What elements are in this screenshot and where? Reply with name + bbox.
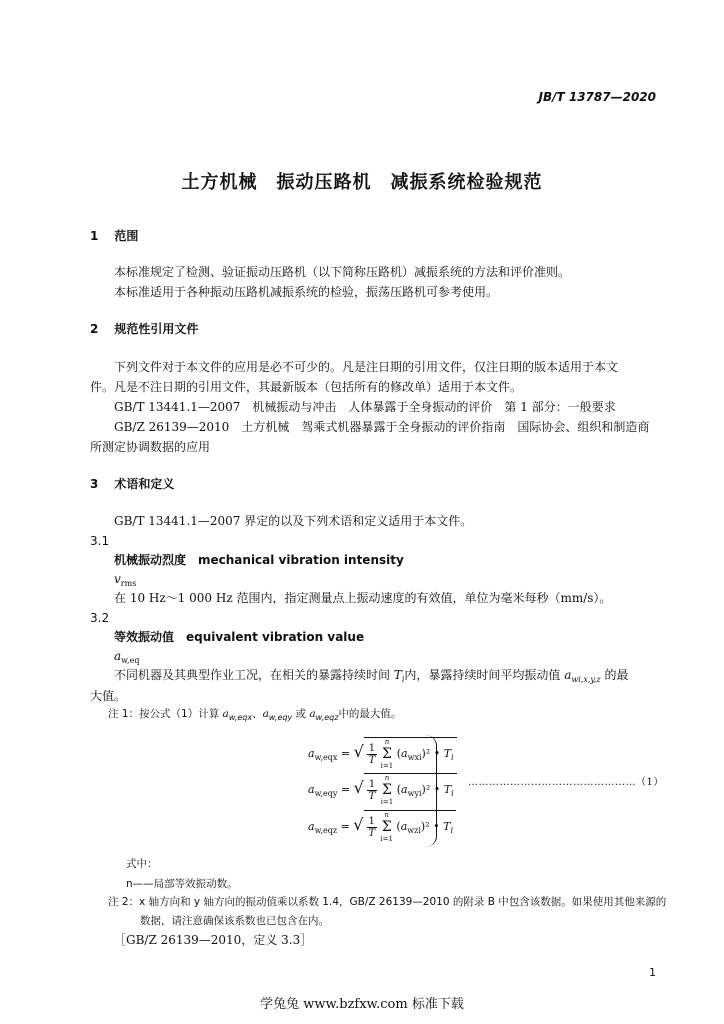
section-2-heading — [90, 320, 198, 337]
term-number: 3.1 — [90, 534, 110, 548]
where-label: 式中： — [126, 858, 158, 870]
paragraph: 件。凡是不注日期的引用文件，其最新版本（包括所有的修改单）适用于本文件。 — [90, 380, 523, 394]
note-2-cont: 数据，请注意确保该系数也已包含在内。 — [140, 915, 329, 927]
footer-watermark: 学兔兔 www.bzfxw.com 标准下载 — [260, 997, 464, 1012]
page-number: 1 — [649, 966, 656, 979]
section-title: 范围 — [114, 229, 139, 243]
term-definition: 不同机器及其典型作业工况，在相关的暴露持续时间 $T_i$内，暴露持续时间平均振动值 $a_{wi,x,y,z}$ 的最 — [114, 668, 629, 684]
section-title: 术语和定义 — [114, 477, 175, 491]
right-brace — [426, 735, 437, 847]
term-heading: 机械振动烈度 mechanical vibration intensity — [114, 553, 404, 567]
formula-row: $a_{w,eqx}$ = √ $\frac{1}{T}$ n Σ i=1 $(a_{wxi})^2$ • $T_i$ — [308, 737, 457, 770]
reference-item-cont: 所测定协调数据的应用 — [90, 440, 211, 454]
formula-row: $a_{w,eqz}$ = √ $\frac{1}{T}$ n Σ i=1 $(a_{wzi})^2$ • $T_i$ — [308, 810, 456, 843]
term-heading: 等效振动值 equivalent vibration value — [114, 630, 365, 644]
standard-number: JB/T 13787—2020 — [538, 90, 656, 104]
term-number: 3.2 — [90, 611, 110, 625]
paragraph: 下列文件对于本文件的应用是必不可少的。凡是注日期的引用文件，仅注日期的版本适用于本文 — [114, 360, 619, 374]
term-definition-cont: 大值。 — [90, 689, 127, 703]
term-symbol: $v_{rms}$ — [114, 572, 137, 588]
reference-item: GB/T 13441.1—2007 机械振动与冲击 人体暴露于全身振动的评价 第 1 部分：一般要求 — [114, 400, 616, 414]
term-symbol: $a_{w,eq}$ — [114, 649, 140, 665]
source-citation: ［GB/Z 26139—2010，定义 3.3］ — [114, 933, 313, 947]
section-title: 规范性引用文件 — [114, 322, 199, 336]
equation-number: …………………………………………（1） — [468, 777, 664, 788]
paragraph: GB/T 13441.1—2007 界定的以及下列术语和定义适用于本文件。 — [114, 514, 473, 528]
paragraph: 本标准规定了检测、验证振动压路机（以下简称压路机）减振系统的方法和评价准则。 — [114, 265, 571, 279]
reference-item: GB/Z 26139—2010 土方机械 驾乘式机器暴露于全身振动的评价指南 国际协会、组织和制造商 — [114, 420, 650, 434]
document-title: 土方机械 振动压路机 减振系统检验规范 — [181, 172, 543, 193]
formula-row: $a_{w,eqy}$ = √ $\frac{1}{T}$ n Σ i=1 $(a_{wyi})^2$ • $T_i$ — [308, 773, 457, 806]
section-number: 1 — [90, 229, 99, 243]
section-number: 2 — [90, 322, 99, 336]
section-3-heading — [90, 475, 174, 492]
term-definition: 在 10 Hz～1 000 Hz 范围内，指定测量点上振动速度的有效值，单位为毫米每秒（mm/s）。 — [114, 591, 612, 605]
section-1-heading — [90, 227, 138, 244]
paragraph: 本标准适用于各种振动压路机减振系统的检验，振荡压路机可参考使用。 — [114, 285, 499, 299]
section-number: 3 — [90, 477, 99, 491]
variable-definition: n——局部等效振动数。 — [126, 878, 238, 890]
note-1: 注 1：按公式（1）计算 $a_{w,eqx}$、$a_{w,eqy}$ 或 $a_{w,eqz}$中的最大值。 — [108, 708, 402, 722]
note-2: 注 2：x 轴方向和 y 轴方向的振动值乘以系数 1.4，GB/Z 26139—2010 的附录 B 中包含该数据。如果使用其他来源的 — [108, 896, 667, 908]
